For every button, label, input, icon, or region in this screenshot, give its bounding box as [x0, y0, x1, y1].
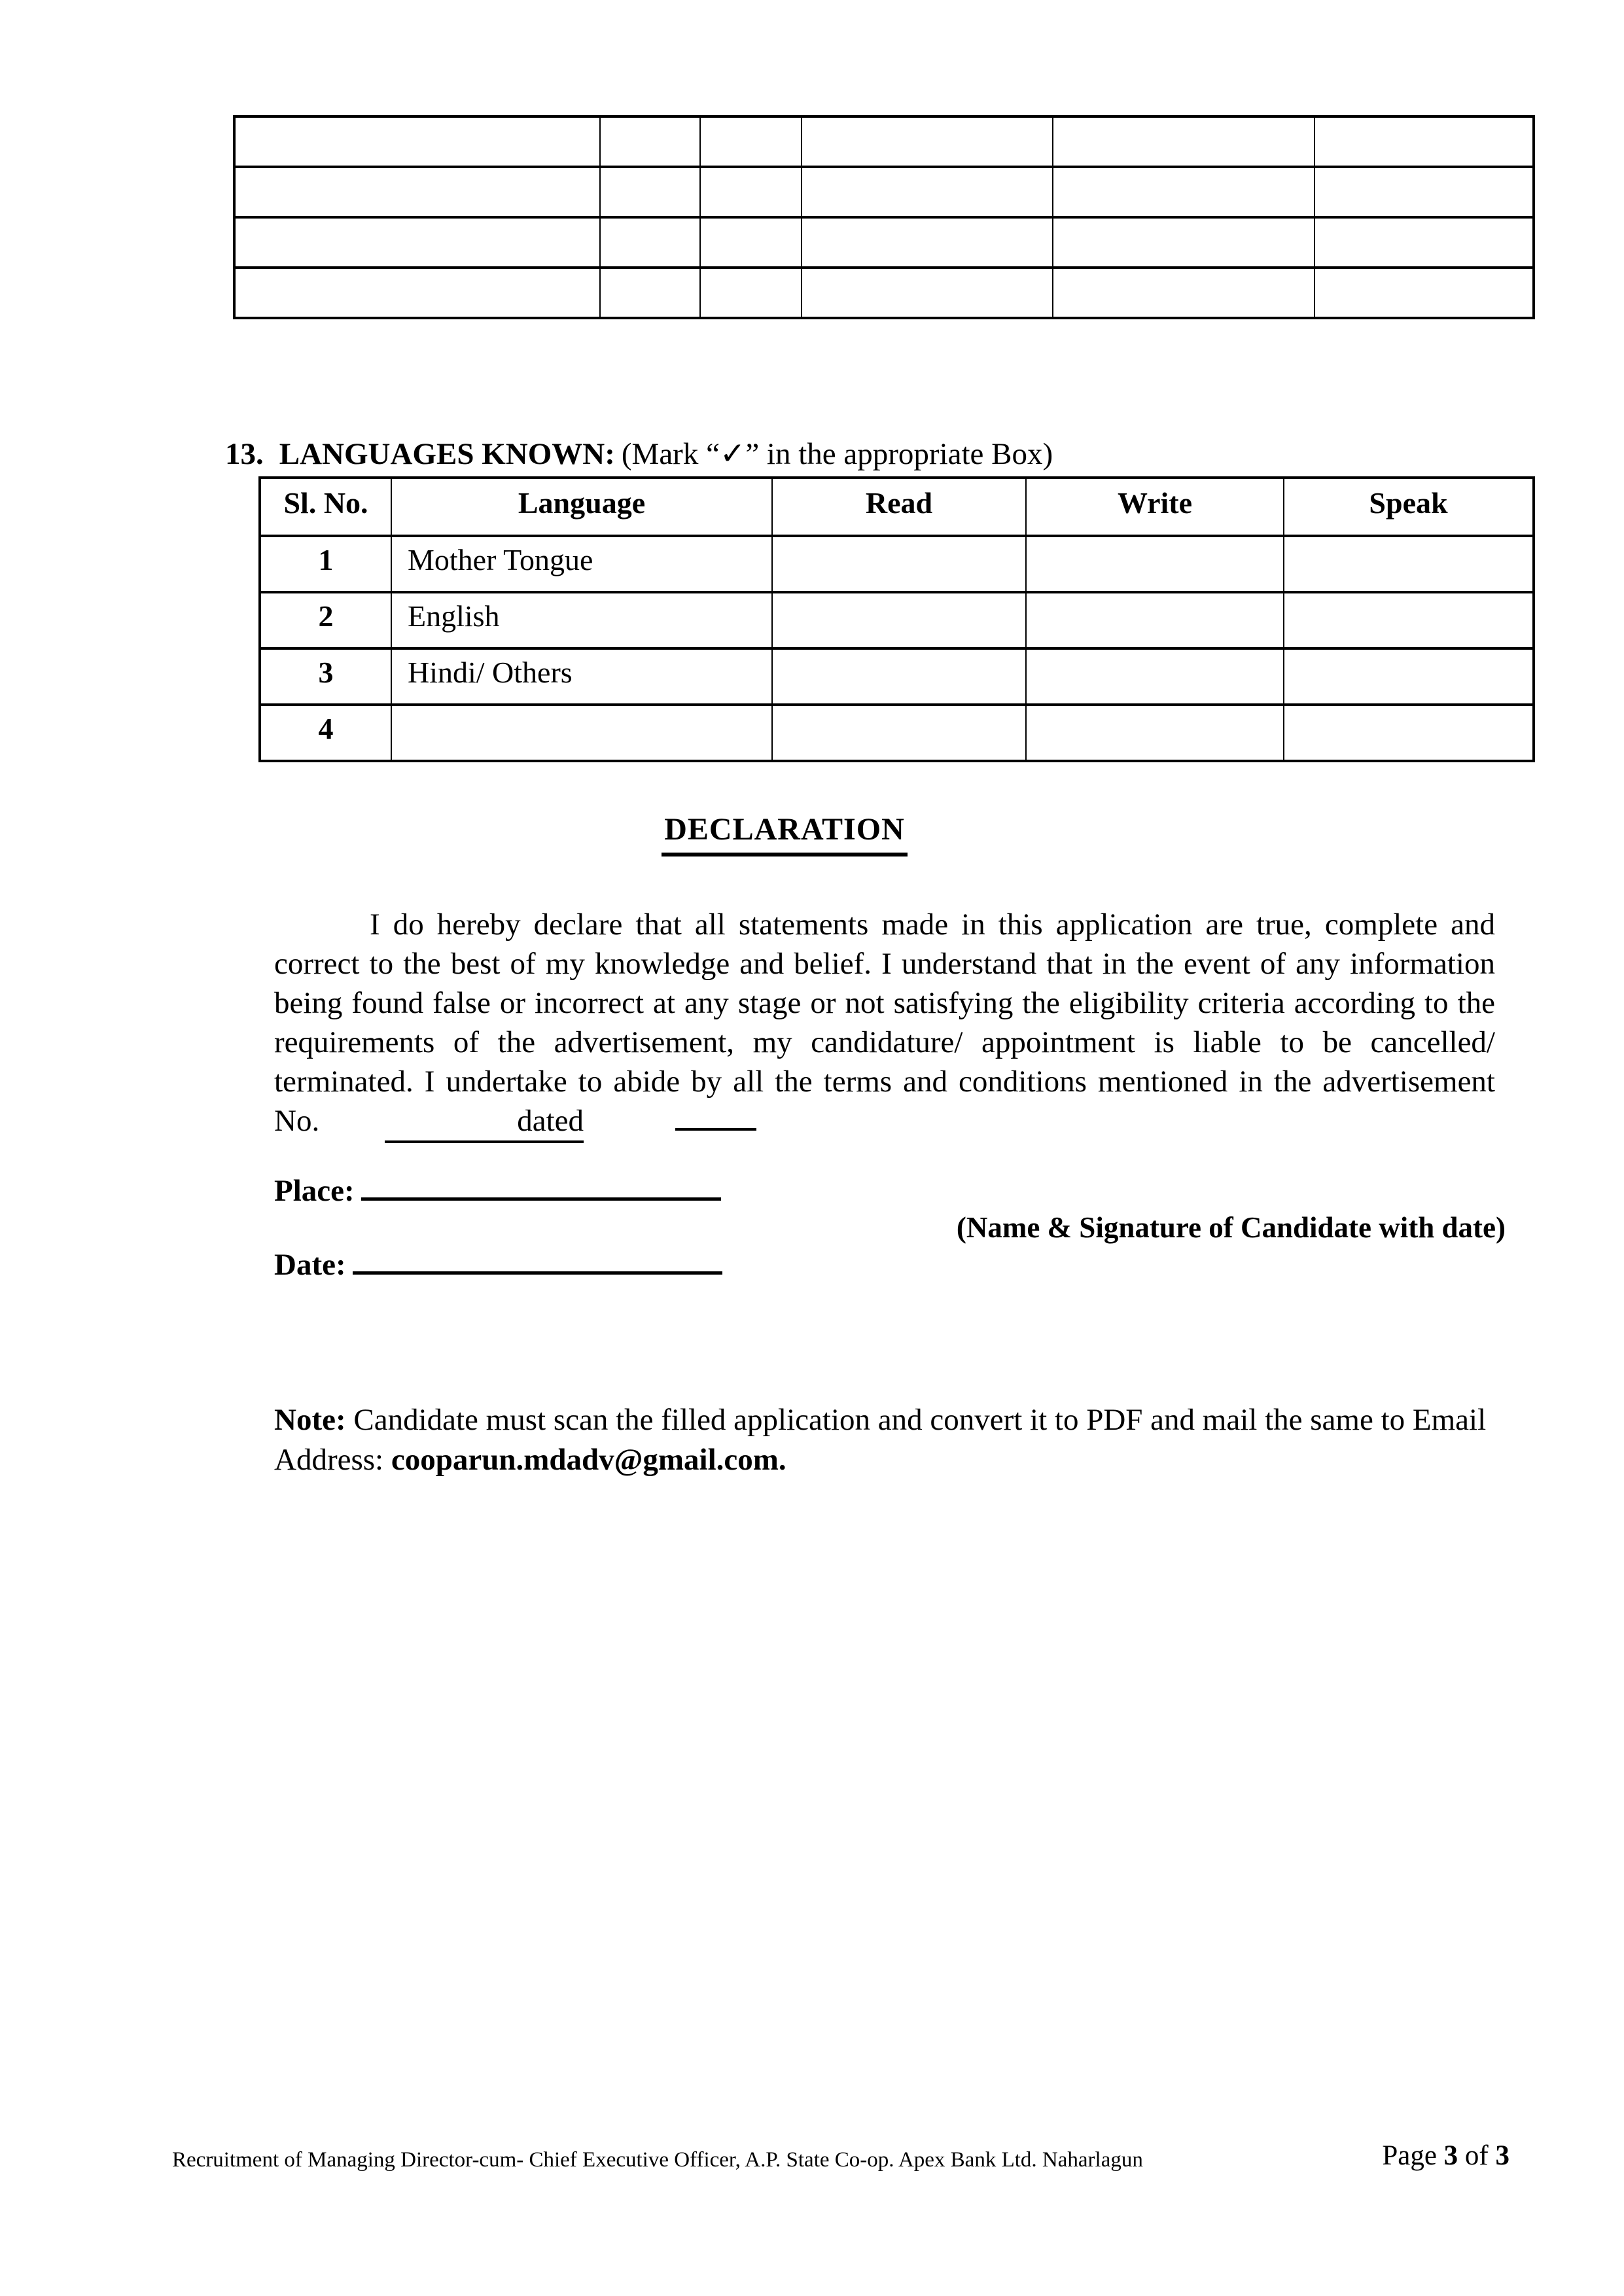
sl-no-cell: 2 — [260, 592, 391, 648]
empty-cell — [1053, 217, 1315, 268]
empty-cell — [700, 268, 802, 318]
write-checkbox-cell — [1026, 592, 1284, 648]
sl-no-cell: 4 — [260, 705, 391, 761]
empty-cell — [1053, 167, 1315, 217]
date-label: Date: — [274, 1248, 346, 1282]
footer-document-title: Recruitment of Managing Director-cum- Chief Executive Officer, A.P. State Co-op. Apex Bank Ltd. Naharlagun — [172, 2148, 1143, 2172]
empty-cell — [234, 268, 600, 318]
place-label: Place: — [274, 1174, 355, 1208]
write-checkbox-cell — [1026, 536, 1284, 592]
empty-cell — [234, 167, 600, 217]
declaration-paragraph — [274, 905, 1495, 1143]
header-language: Language — [391, 478, 772, 536]
language-cell: Mother Tongue — [391, 536, 772, 592]
declaration-heading-wrap — [274, 811, 1295, 857]
note-text: Candidate must scan the filled application and convert it to PDF and mail the same to Email Address: — [274, 1403, 1487, 1477]
name-signature-caption: (Name & Signature of Candidate with date) — [956, 1211, 1506, 1244]
empty-cell — [700, 217, 802, 268]
write-checkbox-cell — [1026, 705, 1284, 761]
read-checkbox-cell — [772, 536, 1026, 592]
language-cell: English — [391, 592, 772, 648]
advertisement-no-blank-and-dated: dated — [385, 1101, 584, 1143]
empty-cell — [600, 116, 700, 167]
empty-cell — [1315, 268, 1534, 318]
empty-cell — [802, 116, 1053, 167]
date-row — [274, 1247, 722, 1282]
table-row-english — [260, 592, 1534, 648]
header-read: Read — [772, 478, 1026, 536]
read-checkbox-cell — [772, 705, 1026, 761]
empty-cell — [1315, 217, 1534, 268]
empty-cell — [1315, 116, 1534, 167]
table-row-hindi-others — [260, 648, 1534, 705]
table-row-mother-tongue — [260, 536, 1534, 592]
section-13-heading — [225, 436, 1053, 472]
read-checkbox-cell — [772, 592, 1026, 648]
empty-cell — [1053, 268, 1315, 318]
language-cell: Hindi/ Others — [391, 648, 772, 705]
empty-cell — [700, 167, 802, 217]
languages-known-table — [258, 476, 1535, 762]
table-row — [234, 116, 1534, 167]
note-label: Note: — [274, 1403, 346, 1437]
speak-checkbox-cell — [1284, 536, 1534, 592]
empty-cell — [234, 217, 600, 268]
empty-cell — [1315, 167, 1534, 217]
header-speak: Speak — [1284, 478, 1534, 536]
place-blank-line — [361, 1174, 721, 1201]
table-row — [234, 268, 1534, 318]
write-checkbox-cell — [1026, 648, 1284, 705]
declaration-heading: DECLARATION — [662, 811, 907, 857]
sl-no-cell: 1 — [260, 536, 391, 592]
empty-cell — [600, 167, 700, 217]
empty-cell — [802, 268, 1053, 318]
language-cell — [391, 705, 772, 761]
empty-cell — [600, 217, 700, 268]
section-title: LANGUAGES KNOWN: — [279, 437, 615, 471]
table-row-blank — [260, 705, 1534, 761]
footer-page-number: 3 — [1443, 2140, 1458, 2171]
table-row — [234, 167, 1534, 217]
dated-blank-line — [675, 1108, 756, 1131]
speak-checkbox-cell — [1284, 592, 1534, 648]
sl-no-cell: 3 — [260, 648, 391, 705]
empty-cell — [802, 167, 1053, 217]
table-row — [234, 217, 1534, 268]
footer-page-label: Page — [1382, 2140, 1437, 2171]
note-email: cooparun.mdadv@gmail.com. — [391, 1443, 786, 1477]
footer-page-total: 3 — [1495, 2140, 1509, 2171]
table-header-row — [260, 478, 1534, 536]
speak-checkbox-cell — [1284, 648, 1534, 705]
header-write: Write — [1026, 478, 1284, 536]
empty-cell — [700, 116, 802, 167]
speak-checkbox-cell — [1284, 705, 1534, 761]
section-subtitle: (Mark “✓” in the appropriate Box) — [621, 437, 1053, 471]
declaration-text: I do hereby declare that all statements made in this application are true, complete and correct to the best of my knowledge and belief. I understand that in the event of any information being found false or incorrect at any stage or not satisfying the eligibility criteria according to the requirements of the advertisement, my candidature/ appointment is liable to be cancelled/ terminated. I undertake to abide by all the terms and conditions mentioned in the advertisement No. — [274, 908, 1495, 1138]
note-paragraph — [274, 1400, 1499, 1480]
empty-cell — [802, 217, 1053, 268]
date-blank-line — [353, 1248, 722, 1275]
footer-of-label: of — [1464, 2140, 1489, 2171]
place-row — [274, 1173, 721, 1209]
footer-page-indicator — [1382, 2140, 1509, 2172]
section-number: 13. — [225, 437, 264, 471]
empty-cell — [234, 116, 600, 167]
empty-cell — [1053, 116, 1315, 167]
read-checkbox-cell — [772, 648, 1026, 705]
empty-cell — [600, 268, 700, 318]
continuation-table — [233, 115, 1535, 319]
header-sl-no: Sl. No. — [260, 478, 391, 536]
